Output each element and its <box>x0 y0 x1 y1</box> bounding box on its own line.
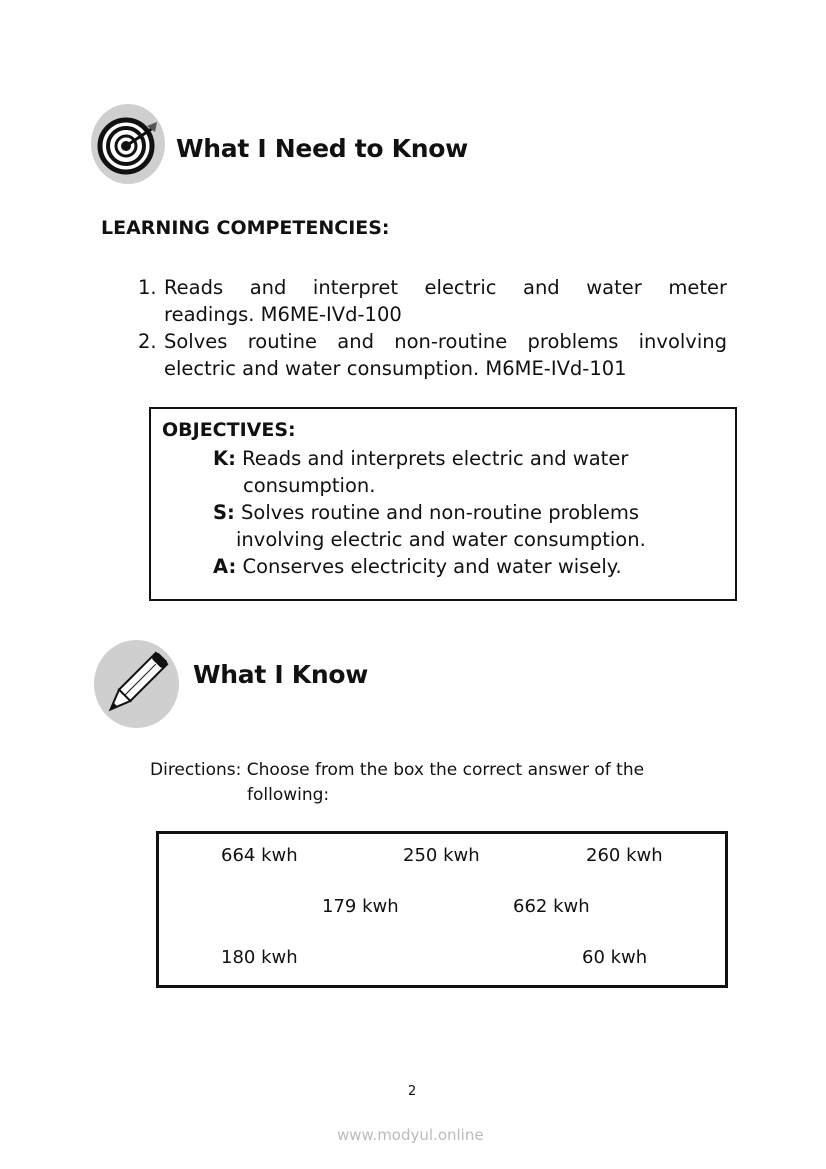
competency-line: Solves routine and non-routine problems involving <box>164 330 727 353</box>
answer-choice: 250 kwh <box>403 845 480 866</box>
objective-key: S: <box>213 501 235 524</box>
page-number: 2 <box>408 1084 417 1099</box>
directions-text: following: <box>247 785 330 805</box>
target-icon <box>91 104 165 184</box>
objective-k <box>213 445 628 499</box>
answer-choice: 60 kwh <box>582 947 648 968</box>
answer-choice: 260 kwh <box>586 845 663 866</box>
answer-choice: 662 kwh <box>513 896 590 917</box>
objective-line: consumption. <box>243 474 376 497</box>
answer-choice: 664 kwh <box>221 845 298 866</box>
objective-line: Conserves electricity and water wisely. <box>242 555 622 578</box>
objective-line: Reads and interprets electric and water <box>242 447 629 470</box>
competency-item <box>164 328 727 382</box>
objective-a <box>213 553 622 580</box>
section-title: What I Need to Know <box>176 134 468 163</box>
objective-line: involving electric and water consumption. <box>236 528 646 551</box>
competency-item <box>164 274 727 328</box>
objectives-box <box>149 407 737 601</box>
objective-key: K: <box>213 447 236 470</box>
competency-line: Reads and interpret electric and water meter <box>164 276 727 299</box>
competency-line: readings. M6ME-IVd-100 <box>164 303 402 326</box>
directions-text: Directions: Choose from the box the correct answer of the <box>150 760 645 780</box>
answer-box <box>156 831 728 988</box>
answer-choice: 179 kwh <box>322 896 399 917</box>
objectives-heading: OBJECTIVES: <box>162 419 296 441</box>
competency-number: 2. <box>138 330 157 353</box>
objective-key: A: <box>213 555 237 578</box>
watermark: www.modyul.online <box>337 1126 484 1144</box>
competency-number: 1. <box>138 276 157 299</box>
objective-line: Solves routine and non-routine problems <box>241 501 640 524</box>
competencies-heading: LEARNING COMPETENCIES: <box>101 217 390 239</box>
objective-s <box>213 499 646 553</box>
answer-choice: 180 kwh <box>221 947 298 968</box>
section-title: What I Know <box>193 660 369 689</box>
competency-line: electric and water consumption. M6ME-IVd-101 <box>164 357 627 380</box>
pencil-icon <box>94 640 179 728</box>
